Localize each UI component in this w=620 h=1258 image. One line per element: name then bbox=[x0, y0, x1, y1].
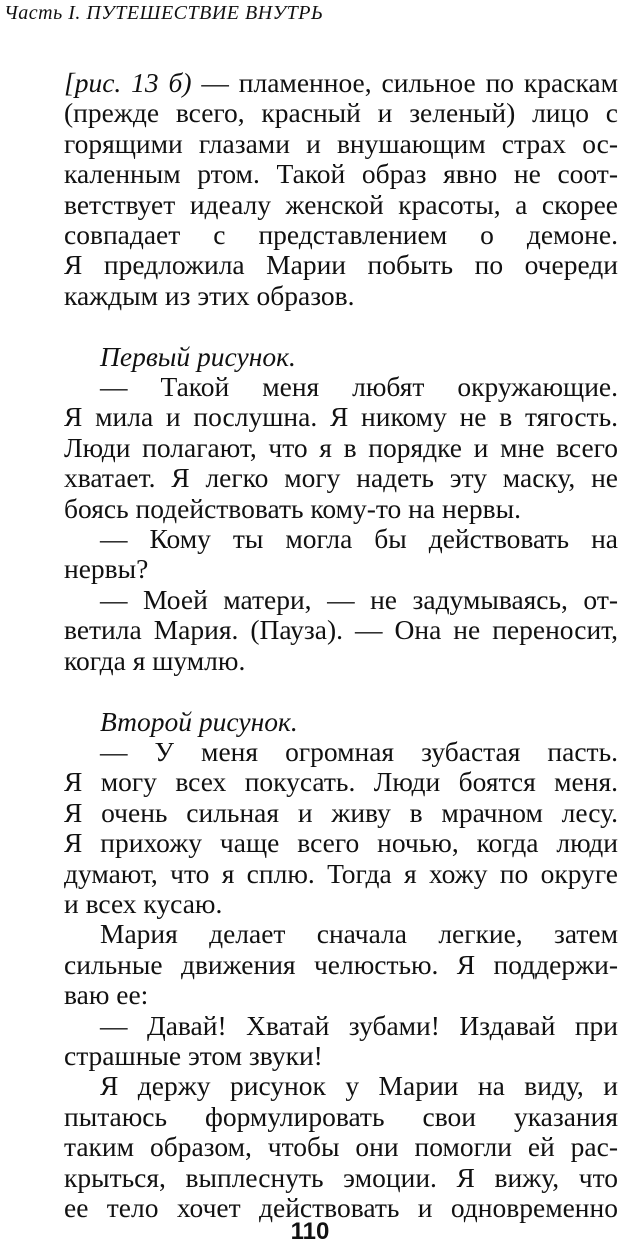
text-line: нервы? bbox=[64, 554, 149, 585]
figure-reference: [рис. 13 б) bbox=[64, 68, 192, 98]
page-number: 110 bbox=[290, 1218, 330, 1245]
text-line: боясь подействовать кому-то на нервы. bbox=[64, 493, 521, 524]
text-line: и всех кусаю. bbox=[64, 888, 223, 919]
text-line: каждым из этих образов. bbox=[64, 280, 355, 311]
running-header: Часть I. ПУТЕШЕСТВИЕ ВНУТРЬ bbox=[4, 2, 324, 24]
text-line: Я мила и послушна. Я никому не в тягость. bbox=[64, 402, 618, 433]
body-text bbox=[64, 68, 618, 1223]
text-line: Я предложила Марии побыть по очереди bbox=[64, 250, 618, 281]
text-line: совпадает с представлением о демоне. bbox=[64, 220, 618, 251]
text-line: ветствует идеалу женской красоты, а скорее bbox=[64, 189, 618, 220]
text-line: пытаюсь формулировать свои указания bbox=[64, 1101, 618, 1132]
text-line: — У меня огромная зубастая пасть. bbox=[100, 736, 618, 767]
section-heading-second-drawing: Второй рисунок. bbox=[100, 706, 298, 737]
text-line: — Кому ты могла бы действовать на bbox=[100, 524, 618, 555]
text-line: — Моей матери, — не задумываясь, от- bbox=[100, 584, 618, 615]
text-line: Я очень сильная и живу в мрачном лесу. bbox=[64, 797, 618, 828]
text-line: [рис. 13 б) — пламенное, сильное по краскам bbox=[64, 68, 618, 98]
text-line: ветила Мария. (Пауза). — Она не переносит, bbox=[64, 615, 618, 646]
text-line: каленным ртом. Такой образ явно не соот- bbox=[64, 159, 618, 190]
text-line: Люди полагают, что я в порядке и мне всего bbox=[64, 432, 618, 463]
text-line: — Такой меня любят окружающие. bbox=[100, 372, 618, 403]
text-line: сильные движения челюстью. Я поддержи- bbox=[64, 949, 618, 980]
text-line: хватает. Я легко могу надеть эту маску, не bbox=[64, 463, 618, 494]
text-line: Мария делает сначала легкие, затем bbox=[100, 919, 618, 950]
text-line: крыться, выплеснуть эмоции. Я вижу, что bbox=[64, 1162, 618, 1193]
text-line: — Давай! Хватай зубами! Издавай при bbox=[100, 1010, 618, 1041]
text-line: ваю ее: bbox=[64, 980, 149, 1011]
text-line: Я прихожу чаще всего ночью, когда люди bbox=[64, 828, 618, 859]
text-line: ее тело хочет действовать и одновременно bbox=[64, 1193, 618, 1223]
text-line: когда я шумлю. bbox=[64, 645, 246, 676]
text-line: Я держу рисунок у Марии на виду, и bbox=[100, 1071, 618, 1102]
text-line: Я могу всех покусать. Люди боятся меня. bbox=[64, 767, 618, 798]
text-line: страшные этом звуки! bbox=[64, 1040, 323, 1071]
text-line: (прежде всего, красный и зеленый) лицо с bbox=[64, 98, 618, 129]
text-line: таким образом, чтобы они помогли ей рас- bbox=[64, 1132, 618, 1163]
text-line: горящими глазами и внушающим страх ос- bbox=[64, 128, 618, 159]
section-heading-first-drawing: Первый рисунок. bbox=[100, 341, 296, 372]
text-line: думают, что я сплю. Тогда я хожу по округе bbox=[64, 858, 618, 889]
